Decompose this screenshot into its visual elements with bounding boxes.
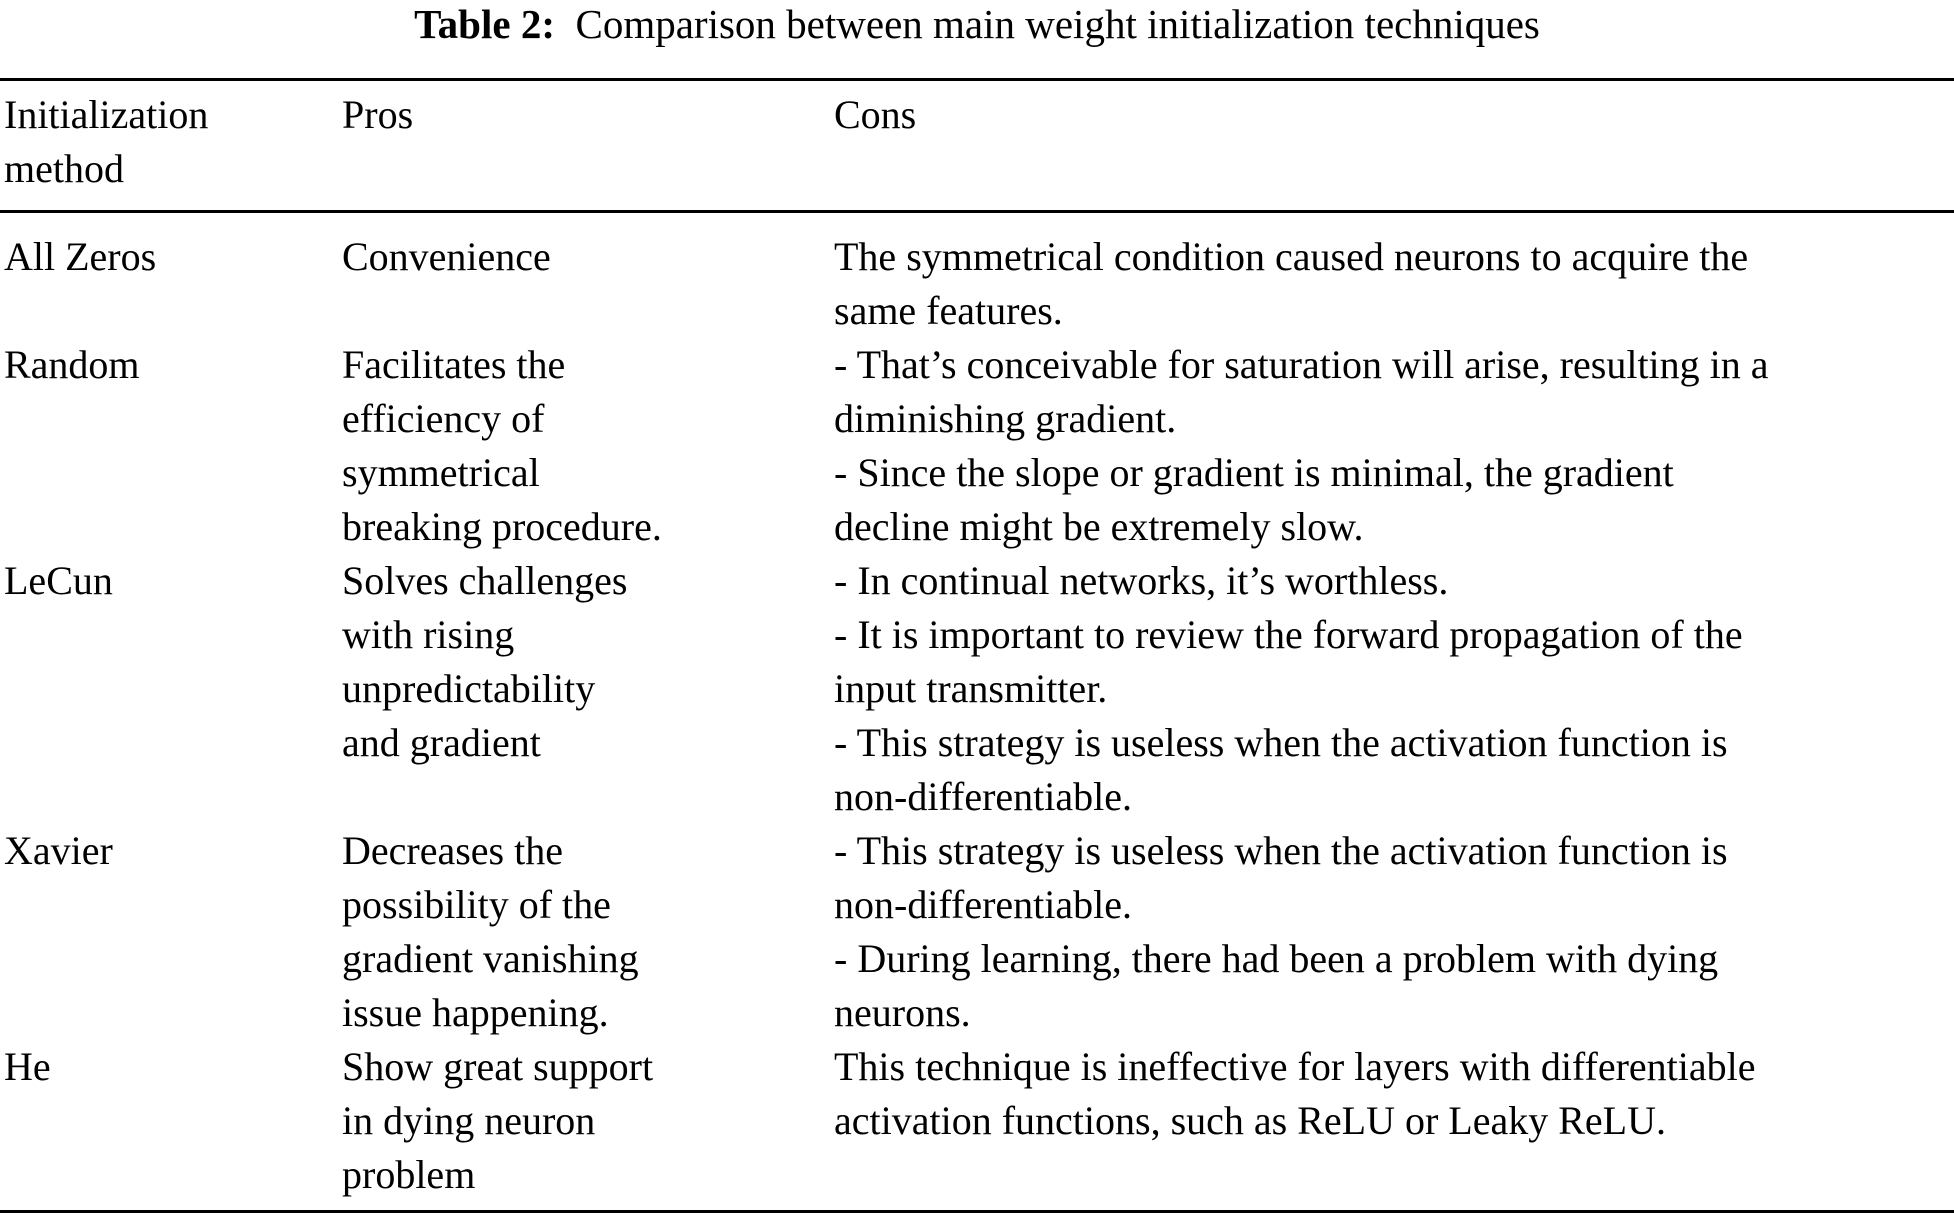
cell-line: decline might be extremely slow.	[834, 504, 1364, 549]
cell-line: unpredictability	[342, 666, 596, 711]
cell-pros	[340, 338, 832, 554]
bottom-rule	[0, 1210, 1954, 1213]
cell-line: - In continual networks, it’s worthless.	[834, 558, 1449, 603]
cell-line: - Since the slope or gradient is minimal, the gradient	[834, 450, 1674, 495]
cell-line: All Zeros	[4, 234, 157, 279]
top-rule	[0, 78, 1954, 81]
cell-line: Random	[4, 342, 140, 387]
cell-line: Convenience	[342, 234, 551, 279]
table-row	[0, 338, 1954, 554]
cell-line: non-differentiable.	[834, 774, 1133, 819]
cell-line: non-differentiable.	[834, 882, 1133, 927]
cell-line: input transmitter.	[834, 666, 1108, 711]
cell-line: symmetrical	[342, 450, 540, 495]
cell-line: - That’s conceivable for saturation will arise, resulting in a	[834, 342, 1769, 387]
cell-line: - During learning, there had been a problem with dying	[834, 936, 1719, 981]
table-row	[0, 554, 1954, 824]
cell-line: - It is important to review the forward propagation of the	[834, 612, 1743, 657]
cell-pros	[340, 230, 832, 338]
caption-label: Table 2:	[414, 1, 555, 47]
cell-pros	[340, 1040, 832, 1202]
table-caption	[0, 0, 1954, 56]
cell-line: Decreases the	[342, 828, 563, 873]
cell-line: and gradient	[342, 720, 541, 765]
header-pros: Pros	[342, 92, 414, 137]
cell-line: same features.	[834, 288, 1063, 333]
cell-method	[0, 338, 340, 554]
cell-line: He	[4, 1044, 51, 1089]
cell-method	[0, 824, 340, 1040]
cell-line: Facilitates the	[342, 342, 566, 387]
header-method: Initialization method	[4, 92, 209, 191]
cell-cons	[832, 1040, 1954, 1202]
cell-line: neurons.	[834, 990, 971, 1035]
cell-method	[0, 1040, 340, 1202]
header-rule	[0, 210, 1954, 213]
cell-line: diminishing gradient.	[834, 396, 1177, 441]
cell-line: Solves challenges	[342, 558, 628, 603]
cell-pros	[340, 554, 832, 824]
cell-cons	[832, 554, 1954, 824]
cell-pros	[340, 824, 832, 1040]
cell-line: The symmetrical condition caused neurons to acquire the	[834, 234, 1749, 279]
cell-line: with rising	[342, 612, 515, 657]
cell-cons	[832, 230, 1954, 338]
cell-line: activation functions, such as ReLU or Leaky ReLU.	[834, 1098, 1666, 1143]
cell-line: Show great support	[342, 1044, 654, 1089]
cell-line: LeCun	[4, 558, 113, 603]
cell-line: issue happening.	[342, 990, 609, 1035]
header-cons: Cons	[834, 92, 917, 137]
cell-line: breaking procedure.	[342, 504, 662, 549]
header-row	[0, 88, 1954, 196]
cell-method	[0, 554, 340, 824]
cell-line: possibility of the	[342, 882, 611, 927]
cell-line: efficiency of	[342, 396, 545, 441]
cell-line: - This strategy is useless when the activation function is	[834, 828, 1728, 873]
cell-method	[0, 230, 340, 338]
cell-line: gradient vanishing	[342, 936, 639, 981]
table-row	[0, 824, 1954, 1040]
cell-cons	[832, 824, 1954, 1040]
caption-text: Comparison between main weight initialization techniques	[575, 1, 1540, 47]
cell-line: Xavier	[4, 828, 113, 873]
table-row	[0, 1040, 1954, 1202]
cell-line: problem	[342, 1152, 476, 1197]
cell-cons	[832, 338, 1954, 554]
cell-line: This technique is ineffective for layers with differentiable	[834, 1044, 1756, 1089]
table-row	[0, 230, 1954, 338]
cell-line: in dying neuron	[342, 1098, 596, 1143]
cell-line: - This strategy is useless when the activation function is	[834, 720, 1728, 765]
